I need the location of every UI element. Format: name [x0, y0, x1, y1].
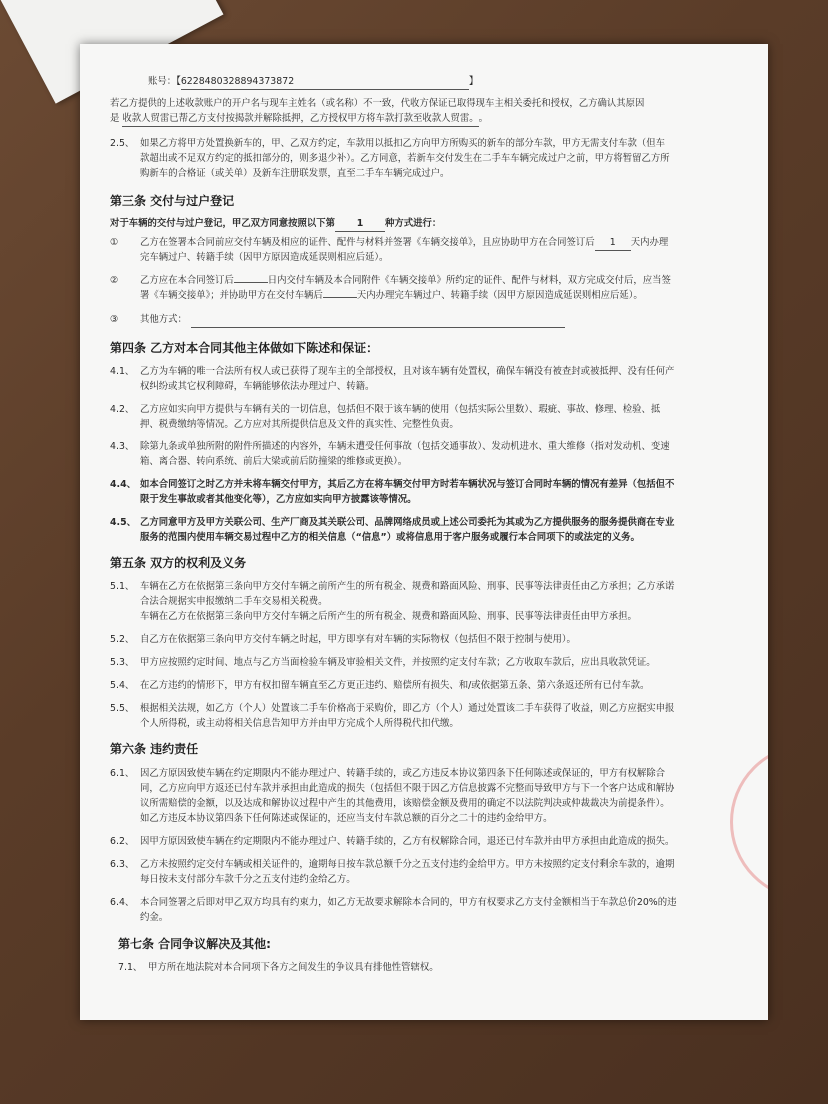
clause-6-2: 6.2、 因甲方原因致使车辆在约定期限内不能办理过户、转籍手续的，乙方有权解除合同，退还已付车款并由甲方承担由此造成的损失。 — [110, 836, 675, 847]
clause-6-1-line-2: 同，乙方应向甲方返还已付车款并承担由此造成的损失（包括但不限于因乙方信息披露不完整而导致甲方与下一个客户达成和解协 — [140, 783, 675, 794]
clause-4-2: 4.2、 乙方应如实向甲方提供与车辆有关的一切信息，包括但不限于该车辆的使用（包括实际公里数）、瑕疵、事故、修理、检验、抵 — [110, 404, 661, 415]
article-3-intro: 对于车辆的交付与过户登记，甲乙双方同意按照以下第 1 种方式进行： — [110, 216, 441, 232]
clause-2-5: 2.5、 如果乙方将甲方处置换新车的，甲、乙双方约定，车款用以抵扣乙方向甲方所购买的新车的部分车款，甲方无需支付车款（但车 — [110, 138, 666, 149]
contract-page — [80, 44, 768, 1020]
clause-4-4-line-2: 限于发生事故或者其他变化等），乙方应如实向甲方披露该等情况。 — [140, 494, 417, 505]
clause-6-4-line-2: 约金。 — [140, 912, 169, 923]
clause-5-1-line-2: 合法合规据实申报缴纳二手车交易相关税费。 — [140, 596, 328, 607]
clause-2-5-line-2: 款超出或不足双方约定的抵扣部分的，则多退少补）。乙方同意，若新车交付发生在二手车车辆完成过户之前，甲方将暂留乙方所 — [140, 153, 670, 164]
clause-5-3: 5.3、 甲方应按照约定时间、地点与乙方当面检验车辆及审验相关文件，并按照约定支付车款；乙方收取车款后，应出具收款凭证。 — [110, 657, 656, 668]
payee-note-line-2: 是 收款人贸雷已帮乙方支付按揭款并解除抵押，乙方授权甲方将车款打款至收款人贸雷。。 — [110, 111, 488, 127]
clause-5-1: 5.1、 车辆在乙方在依据第三条向甲方交付车辆之前所产生的所有税金、规费和路面风险、刑事、民事等法律责任由乙方承担；乙方承诺 — [110, 581, 675, 592]
clause-5-1-line-3: 车辆在乙方在依据第三条向甲方交付车辆之后所产生的所有税金、规费和路面风险、刑事、民事等法律责任由甲方承担。 — [140, 611, 637, 622]
clause-2-5-line-3: 购新车的合格证（或关单）及新车注册联发票，直至二手车车辆完成过户。 — [140, 168, 450, 179]
article-3-title: 第三条 交付与过户登记 — [110, 194, 235, 208]
clause-5-5-line-2: 个人所得税，或主动将相关信息告知甲方并由甲方完成个人所得税代扣代缴。 — [140, 718, 459, 729]
company-seal-stamp — [730, 744, 768, 900]
clause-4-1-line-2: 权纠纷或其它权利障碍，车辆能够依法办理过户、转籍。 — [140, 381, 375, 392]
article-3-option-2: ② 乙方应在本合同签订后 日内交付车辆及本合同附件《车辆交接单》所约定的证件、配件与材料，双方完成交付后，应当签 — [110, 275, 671, 286]
account-number: 6228480328894373872 — [181, 74, 469, 90]
clause-7-1: 7.1、 甲方所在地法院对本合同项下各方之间发生的争议具有排他性管辖权。 — [118, 962, 439, 973]
clause-4-5-line-2: 服务的范围内使用车辆交易过程中乙方的相关信息（“信息”）或将信息用于客户服务或履行本合同项下的或法定的义务。 — [140, 532, 640, 543]
article-4-title: 第四条 乙方对本合同其他主体做如下陈述和保证： — [110, 341, 379, 355]
clause-6-3: 6.3、 乙方未按照约定交付车辆或相关证件的，逾期每日按车款总额千分之五支付违约金给甲方。甲方未按照约定支付剩余车款的，逾期 — [110, 859, 675, 870]
clause-4-2-line-2: 押、税费缴纳等情况。乙方应对其所提供信息及文件的真实性、完整性负责。 — [140, 419, 459, 430]
clause-6-1-line-4: 如乙方违反本协议第四条下任何陈述或保证的，还应当支付车款总额的百分之二十的违约金给甲方。 — [140, 813, 553, 824]
article-3-option-2-line-2: 署《车辆交接单》；并协助甲方在交付车辆后 天内办理完车辆过户、转籍手续（因甲方原因造成延误则相应后延）。 — [140, 290, 643, 301]
clause-6-1: 6.1、 因乙方原因致使车辆在约定期限内不能办理过户、转籍手续的，或乙方违反本协议第四条下任何陈述或保证的，甲方有权解除合 — [110, 768, 666, 779]
clause-4-5: 4.5、 乙方同意甲方及甲方关联公司、生产厂商及其关联公司、品牌网络成员或上述公司委托为其或为乙方提供服务的服务提供商在专业 — [110, 517, 675, 528]
clause-4-1: 4.1、 乙方为车辆的唯一合法所有权人或已获得了现车主的全部授权，且对该车辆有处置权，确保车辆没有被查封或被抵押、没有任何产 — [110, 366, 675, 377]
clause-4-3-line-2: 箱、离合器、转向系统、前后大梁或前后防撞梁的维修或更换）。 — [140, 456, 408, 467]
clause-6-3-line-2: 每日按未支付部分车款千分之五支付违约金给乙方。 — [140, 874, 356, 885]
account-label: 账号： — [148, 76, 177, 87]
clause-6-4: 6.4、 本合同签署之后即对甲乙双方均具有约束力，如乙方无故要求解除本合同的，甲方有权要求乙方支付金额相当于车款总价20%的违 — [110, 897, 677, 908]
clause-6-1-line-3: 议所需赔偿的金额，以及达成和解协议过程中产生的其他费用，该赔偿金额及费用的确定不以法院判决或仲裁裁决为前提条件）。 — [140, 798, 670, 809]
article-3-option-1-line-2: 完车辆过户、转籍手续（因甲方原因造成延误则相应后延）。 — [140, 252, 389, 263]
article-7-title: 第七条 合同争议解决及其他: — [118, 937, 271, 951]
clause-4-3: 4.3、 除第九条或单独所附的附件所描述的内容外，车辆未遭受任何事故（包括交通事故）、发动机进水、重大维修（指对发动机、变速 — [110, 441, 670, 452]
clause-5-5: 5.5、 根据相关法规，如乙方（个人）处置该二手车价格高于采购价，即乙方（个人）通过处置该二手车获得了收益，则乙方应据实申报 — [110, 703, 675, 714]
article-3-option-3: ③ 其他方式： — [110, 312, 565, 328]
account-line: 账号：【6228480328894373872 】 — [148, 74, 478, 90]
article-5-title: 第五条 双方的权利及义务 — [110, 556, 247, 570]
payee-note-line-1: 若乙方提供的上述收款账户的开户名与现车主姓名（或名称）不一致，代收方保证已取得现车主相关委托和授权，乙方确认其原因 — [110, 98, 645, 109]
clause-4-4: 4.4、 如本合同签订之时乙方并未将车辆交付甲方，其后乙方在将车辆交付甲方时若车辆状况与签订合同时车辆的情况有差异（包括但不 — [110, 479, 675, 490]
clause-5-2: 5.2、 自乙方在依据第三条向甲方交付车辆之时起，甲方即享有对车辆的实际物权（包括但不限于控制与使用）。 — [110, 634, 576, 645]
article-6-title: 第六条 违约责任 — [110, 742, 199, 756]
article-3-option-1: ① 乙方在签署本合同前应交付车辆及相应的证件、配件与材料并签署《车辆交接单》，且应协助甲方在合同签订后 1 天内办理 — [110, 235, 668, 251]
clause-5-4: 5.4、 在乙方违约的情形下，甲方有权扣留车辆直至乙方更正违约、赔偿所有损失、和/或依据第五条、第六条返还所有已付车款。 — [110, 680, 650, 691]
